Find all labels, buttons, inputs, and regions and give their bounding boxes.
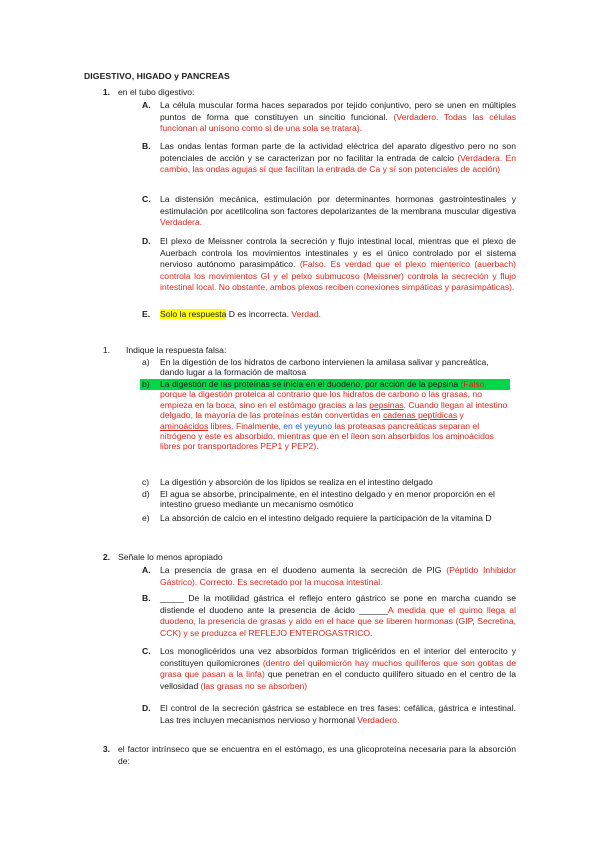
- option-note: . Cuando llegan al intestino delgado, la mayoría de las proteínas están convertidas en: [160, 399, 508, 421]
- option-text: El plexo de Meissner controla la secreción y flujo intestinal local, mientras que el plexo de Auerbach controla los movimientos intestinales y es el único controlado por el sistema nervioso autónomo parasimpático.: [160, 236, 516, 269]
- option-label: a): [142, 357, 150, 367]
- option-label: e): [142, 513, 150, 523]
- option-1a: [142, 100, 517, 135]
- question-number: 3.: [102, 744, 110, 754]
- option-text: El control de la secreción gástrica se establece en tres fases: cefálica, gástrica e intestinal. Las tres incluyen mecanismos nervioso y hormonal: [160, 703, 516, 725]
- option-1b-d: [142, 489, 505, 510]
- option-label: B.: [142, 593, 151, 603]
- option-label: d): [142, 489, 150, 499]
- option-text: Las ondas lentas forman parte de la actividad eléctrica del aparato digestivo pero no son potenciales de acción y se caracterizan por no facilitar la entrada de calcio: [160, 141, 516, 163]
- option-text: En la digestión de los hidratos de carbono intervienen la amilasa salivar y pancreática, dando lugar a la formación de maltosa: [160, 357, 489, 378]
- option-text: El agua se absorbe, principalmente, en el intestino delgado y en menor proporción en el intestino grueso mediante un mecanismo osmótico: [160, 489, 495, 510]
- option-note: (dentro del quilomicrón hay muchos quilíferos que son gotitas de grasa que pasan a la linfa): [160, 657, 516, 679]
- question-text: en el tubo digestivo:: [118, 87, 195, 97]
- option-label: A.: [142, 565, 151, 575]
- pepsinas-link: pepsinas: [369, 399, 404, 410]
- option-label: C.: [142, 194, 151, 204]
- yeyuno-note: en el yeyuno: [283, 420, 332, 431]
- option-text: La digestión de las proteínas se inicia en el duodeno: [160, 379, 361, 389]
- aminoacidos-term: aminoácidos: [160, 420, 209, 431]
- option-note: Verdadero.: [357, 714, 400, 725]
- option-label: E.: [142, 309, 151, 319]
- option-note: Verdadera.: [160, 217, 203, 227]
- option-text: La presencia de grasa en el duodeno aumenta la secreción de PIG: [160, 565, 442, 575]
- question-number: 1.: [102, 87, 110, 97]
- option-note: las proteasas pancreáticas separan el nitrógeno y este es absorbido, mientras que en el íleon son absorbidos los aminoácidos libres por transportadores PEP1 y PEP2).: [160, 420, 494, 452]
- option-text: D es incorrecta.: [226, 309, 289, 319]
- question-text: Indique la respuesta falsa:: [126, 345, 227, 355]
- option-1b: [142, 141, 517, 176]
- option-note: (las grasas no se absorben): [200, 680, 308, 691]
- document-title: DIGESTIVO, HIGADO y PANCREAS: [84, 71, 230, 81]
- highlighted-text: Solo la respuesta: [160, 309, 227, 319]
- option-text: que penetran en el conducto quilífero situado en el centro de la vellosidad: [160, 669, 516, 691]
- question-text: Señale lo menos apropiado: [118, 552, 223, 562]
- option-note: libres. Finalmente,: [208, 420, 284, 431]
- cadenas-term: cadenas peptídicas: [383, 410, 458, 421]
- option-1b-a: [142, 357, 505, 378]
- option-label: b): [142, 379, 150, 389]
- option-text: La digestión y absorción de los lípidos se realiza en el intestino delgado: [160, 477, 433, 487]
- option-1b-c: [142, 477, 510, 487]
- option-note: y: [457, 410, 464, 421]
- option-1d: [142, 236, 516, 294]
- option-note: (Falso. Es verdad que el plexo mienterico (auerbach) controla los movimientos GI y el pelxo submucoso (Meissner) controla la secreción y flujo intestinal local. No obstante, ambos plexos reciben conexiones simpáticas y parasimpáticas).: [160, 259, 516, 292]
- option-text: De la motilidad gástrica el reflejo entero gástrico se pone en marcha cuando se distiende el duodeno ante la presencia de ácido: [160, 593, 516, 615]
- option-1e: [142, 309, 516, 321]
- question-number: 2.: [102, 552, 110, 562]
- option-1b-b: [142, 379, 512, 452]
- option-label: D.: [142, 236, 151, 246]
- option-note: A medida que el quimo llega al duodeno, la presencia de grasas y aido en el hace que se liberen hormonas (GIP, Secretina, CCK) y se produzca el REFLEJO ENTEROGASTRICO.: [160, 604, 516, 638]
- option-label: C.: [142, 646, 151, 656]
- option-text: La célula muscular forma haces separados por tejido conjuntivo, pero se unen en múltiples puntos de forma que constituyen un sincitio funcional.: [160, 100, 516, 122]
- option-1b-e: [142, 513, 505, 523]
- question-number: 1.: [102, 345, 110, 355]
- option-2c: [142, 646, 516, 692]
- option-label: c): [142, 477, 150, 487]
- option-2d: [142, 703, 516, 726]
- option-note: (Falso, porque la digestión proteica al contrario que los hidratos de carbono o las grasas, no empieza en la boca, sino en el estómago gracias a las: [160, 379, 487, 410]
- option-text: La absorción de calcio en el intestino delgado requiere la participación de la vitamina D: [160, 513, 492, 523]
- question-3-text: el factor intrínseco que se encuentra en el estómago, es una glicoproteína necesaria para la absorción de:: [118, 744, 516, 766]
- blank-field: ______: [359, 604, 388, 615]
- option-note: (Verdadero. Todas las células funcionan al unísono como si de una sola se tratara).: [160, 111, 517, 133]
- option-1c: [142, 194, 516, 229]
- option-label: D.: [142, 703, 151, 713]
- option-2b: [142, 593, 516, 639]
- option-text: La distensión mecánica, estimulación por determinantes hormonas gastrointestinales y estimulación por acetilcolina son factores depolarizantes de la membrana muscular digestiva: [160, 194, 516, 216]
- option-note: Verdad.: [291, 309, 321, 319]
- option-2a: [142, 565, 516, 588]
- blank-field: _____: [160, 593, 184, 603]
- option-label: A.: [142, 100, 151, 110]
- option-note: (Verdadera. En cambio, las ondas agujas sí que facilitan la entrada de Ca y sí son potenciales de acción): [160, 152, 517, 174]
- option-text-end: , por acción de la pepsina: [360, 379, 459, 389]
- option-text: Los monoglicéridos una vez absorbidos forman triglicéridos en el interior del enterocito y constituyen quilomicrones: [160, 646, 516, 668]
- option-label: B.: [142, 141, 151, 151]
- option-note: (Péptido Inhibidor Gástrico). Correcto. Es secretado por la mucosa intestinal.: [160, 565, 516, 587]
